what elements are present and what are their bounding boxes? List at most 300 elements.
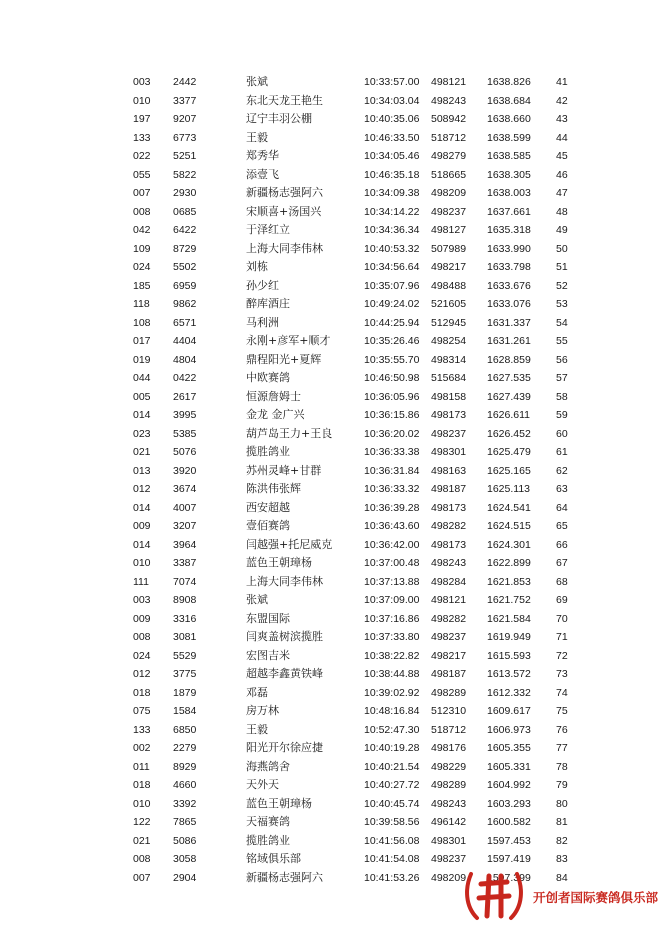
- loft-code: 010: [133, 797, 151, 810]
- owner-name: 闫爽盖树滨揽胜: [246, 630, 323, 643]
- rank: 82: [556, 834, 568, 847]
- arrival-time: 10:40:19.28: [364, 742, 420, 754]
- owner-name: 宋顺喜+汤国兴: [246, 204, 322, 218]
- rank: 51: [556, 261, 568, 273]
- rank: 42: [556, 94, 568, 107]
- distance: 498158: [431, 390, 467, 403]
- ring-number: 4660: [173, 779, 197, 791]
- rank: 46: [556, 168, 568, 181]
- rank: 78: [556, 760, 568, 773]
- rank: 66: [556, 538, 568, 551]
- speed: 1619.949: [487, 631, 531, 643]
- speed: 1624.541: [487, 501, 531, 514]
- arrival-time: 10:48:16.84: [364, 705, 420, 717]
- ring-number: 3964: [173, 538, 197, 551]
- arrival-time: 10:36:39.28: [364, 501, 420, 514]
- ring-number: 3316: [173, 612, 197, 625]
- speed: 1622.899: [487, 557, 531, 569]
- table-row: [0, 795, 670, 814]
- ring-number: 9207: [173, 113, 197, 125]
- owner-name: 中欧赛鸽: [246, 371, 290, 384]
- table-row: [0, 351, 670, 370]
- distance: 498209: [431, 871, 467, 884]
- distance: 498121: [431, 594, 467, 606]
- owner-name: 鼎程阳光+夏辉: [246, 352, 322, 366]
- arrival-time: 10:46:50.98: [364, 372, 420, 384]
- owner-name: 闫越强+托尼威克: [246, 537, 333, 551]
- arrival-time: 10:38:44.88: [364, 668, 420, 680]
- table-row: [0, 147, 670, 166]
- ring-number: 5251: [173, 150, 197, 162]
- ring-number: 3995: [173, 409, 197, 421]
- table-row: [0, 850, 670, 869]
- loft-code: 024: [133, 261, 151, 273]
- arrival-time: 10:52:47.30: [364, 723, 420, 736]
- loft-code: 018: [133, 779, 151, 791]
- arrival-time: 10:36:20.02: [364, 427, 420, 440]
- loft-code: 003: [133, 76, 151, 88]
- table-row: [0, 129, 670, 148]
- rank: 83: [556, 853, 568, 865]
- speed: 1637.661: [487, 205, 531, 218]
- table-row: [0, 628, 670, 647]
- table-row: [0, 73, 670, 92]
- speed: 1597.419: [487, 853, 531, 865]
- rank: 58: [556, 390, 568, 403]
- ring-number: 3920: [173, 464, 197, 477]
- ring-number: 3377: [173, 94, 197, 107]
- table-row: [0, 517, 670, 536]
- table-row: [0, 258, 670, 277]
- loft-code: 002: [133, 742, 151, 754]
- arrival-time: 10:33:57.00: [364, 76, 420, 88]
- club-logo: [463, 868, 659, 924]
- owner-name: 添壹飞: [246, 167, 279, 181]
- speed: 1631.261: [487, 335, 531, 347]
- ring-number: 3392: [173, 797, 197, 810]
- rank: 47: [556, 187, 568, 199]
- rank: 70: [556, 612, 568, 625]
- loft-code: 044: [133, 372, 151, 384]
- speed: 1627.439: [487, 390, 531, 403]
- owner-name: 揽胜鸽业: [246, 833, 290, 847]
- ring-number: 4404: [173, 335, 197, 347]
- arrival-time: 10:37:13.88: [364, 575, 420, 588]
- owner-name: 超越李鑫黄铁峰: [246, 667, 323, 680]
- speed: 1597.453: [487, 834, 531, 847]
- owner-name: 东盟国际: [246, 611, 290, 625]
- owner-name: 金龙 金广兴: [246, 408, 305, 421]
- ring-number: 1879: [173, 686, 197, 699]
- rank: 73: [556, 668, 568, 680]
- table-row: [0, 813, 670, 832]
- table-row: [0, 388, 670, 407]
- ring-number: 5385: [173, 427, 197, 440]
- speed: 1621.584: [487, 612, 531, 625]
- loft-code: 008: [133, 853, 151, 865]
- distance: 498229: [431, 760, 467, 773]
- loft-code: 055: [133, 168, 151, 181]
- distance: 498254: [431, 335, 467, 347]
- arrival-time: 10:41:53.26: [364, 871, 420, 884]
- table-row: [0, 573, 670, 592]
- loft-code: 111: [133, 575, 149, 588]
- distance: 498243: [431, 94, 467, 107]
- owner-name: 壹佰赛鸽: [246, 519, 290, 532]
- owner-name: 永刚+彦军+顺才: [246, 334, 331, 347]
- distance: 498187: [431, 668, 467, 680]
- ring-number: 2279: [173, 742, 197, 754]
- speed: 1615.593: [487, 649, 531, 662]
- loft-code: 005: [133, 390, 151, 403]
- ring-number: 6850: [173, 723, 197, 736]
- rank: 63: [556, 483, 568, 495]
- owner-name: 王毅: [246, 130, 268, 144]
- arrival-time: 10:49:24.02: [364, 298, 420, 310]
- speed: 1606.973: [487, 723, 531, 736]
- rank: 71: [556, 631, 568, 643]
- loft-code: 197: [133, 113, 151, 125]
- loft-code: 122: [133, 816, 151, 828]
- loft-code: 022: [133, 150, 151, 162]
- distance: 498209: [431, 187, 467, 199]
- table-row: [0, 462, 670, 481]
- arrival-time: 10:40:53.32: [364, 242, 420, 255]
- speed: 1603.293: [487, 797, 531, 810]
- rank: 45: [556, 150, 568, 162]
- ring-number: 3207: [173, 520, 197, 532]
- ring-number: 8908: [173, 594, 197, 606]
- ring-number: 5822: [173, 168, 197, 181]
- speed: 1638.684: [487, 94, 531, 107]
- ring-number: 3081: [173, 631, 197, 643]
- rank: 49: [556, 224, 568, 236]
- speed: 1624.301: [487, 538, 531, 551]
- ring-number: 8929: [173, 760, 197, 773]
- distance: 498243: [431, 797, 467, 810]
- table-row: [0, 702, 670, 721]
- ring-number: 4007: [173, 501, 197, 514]
- speed: 1633.676: [487, 279, 531, 292]
- rank: 62: [556, 464, 568, 477]
- speed: 1621.752: [487, 594, 531, 606]
- distance: 498121: [431, 76, 467, 88]
- owner-name: 东北天龙王艳生: [246, 93, 323, 107]
- distance: 498289: [431, 779, 467, 791]
- distance: 498163: [431, 464, 467, 477]
- speed: 1638.305: [487, 168, 531, 181]
- arrival-time: 10:34:09.38: [364, 187, 420, 199]
- ring-number: 5076: [173, 446, 197, 458]
- loft-code: 011: [133, 760, 150, 773]
- ring-number: 6571: [173, 316, 197, 329]
- table-row: [0, 758, 670, 777]
- ring-number: 6773: [173, 131, 197, 144]
- owner-name: 揽胜鸽业: [246, 445, 290, 458]
- rank: 75: [556, 705, 568, 717]
- distance: 498301: [431, 446, 467, 458]
- speed: 1625.479: [487, 446, 531, 458]
- speed: 1626.611: [487, 409, 531, 421]
- distance: 498217: [431, 261, 467, 273]
- loft-code: 021: [133, 446, 151, 458]
- owner-name: 上海大同李伟林: [246, 241, 323, 255]
- arrival-time: 10:36:31.84: [364, 464, 420, 477]
- arrival-time: 10:35:07.96: [364, 279, 420, 292]
- loft-code: 021: [133, 834, 151, 847]
- table-row: [0, 536, 670, 555]
- rank: 60: [556, 427, 568, 440]
- ring-number: 3387: [173, 557, 197, 569]
- loft-code: 108: [133, 316, 151, 329]
- rank: 77: [556, 742, 568, 754]
- rank: 54: [556, 316, 568, 329]
- loft-code: 133: [133, 723, 151, 736]
- arrival-time: 10:37:16.86: [364, 612, 420, 625]
- distance: 498282: [431, 612, 467, 625]
- loft-code: 012: [133, 483, 151, 495]
- rank: 80: [556, 797, 568, 810]
- arrival-time: 10:34:14.22: [364, 205, 420, 218]
- arrival-time: 10:34:36.34: [364, 224, 420, 236]
- loft-code: 185: [133, 279, 151, 292]
- loft-code: 007: [133, 187, 151, 199]
- table-row: [0, 314, 670, 333]
- distance: 498173: [431, 501, 467, 514]
- arrival-time: 10:41:56.08: [364, 834, 420, 847]
- distance: 498243: [431, 557, 467, 569]
- distance: 498237: [431, 853, 467, 865]
- owner-name: 苏州灵峰+甘群: [246, 463, 322, 477]
- loft-code: 075: [133, 705, 151, 717]
- loft-code: 010: [133, 94, 151, 107]
- arrival-time: 10:36:15.86: [364, 409, 420, 421]
- rank: 69: [556, 594, 568, 606]
- rank: 41: [556, 76, 568, 88]
- distance: 498187: [431, 483, 467, 495]
- speed: 1624.515: [487, 520, 531, 532]
- speed: 1633.990: [487, 242, 531, 255]
- owner-name: 阳光开尔徐应捷: [246, 741, 323, 754]
- ring-number: 5086: [173, 834, 197, 847]
- table-row: [0, 184, 670, 203]
- owner-name: 陈洪伟张辉: [246, 482, 301, 495]
- owner-name: 张斌: [246, 593, 268, 606]
- loft-code: 007: [133, 871, 151, 884]
- loft-code: 014: [133, 501, 151, 514]
- ring-number: 4804: [173, 353, 197, 366]
- loft-code: 024: [133, 649, 151, 662]
- speed: 1631.337: [487, 316, 531, 329]
- speed: 1625.165: [487, 464, 531, 477]
- rank: 72: [556, 649, 568, 662]
- distance: 498284: [431, 575, 467, 588]
- owner-name: 上海大同李伟林: [246, 574, 323, 588]
- arrival-time: 10:44:25.94: [364, 316, 420, 329]
- arrival-time: 10:36:42.00: [364, 538, 420, 551]
- table-row: [0, 203, 670, 222]
- distance: 498237: [431, 427, 467, 440]
- owner-name: 西安超越: [246, 500, 290, 514]
- rank: 79: [556, 779, 568, 791]
- rank: 61: [556, 446, 568, 458]
- owner-name: 刘栋: [246, 260, 268, 273]
- rank: 65: [556, 520, 568, 532]
- speed: 1635.318: [487, 224, 531, 236]
- speed: 1605.355: [487, 742, 531, 754]
- distance: 518712: [431, 723, 467, 736]
- rank: 68: [556, 575, 568, 588]
- distance: 518665: [431, 168, 467, 181]
- owner-name: 房万林: [246, 704, 279, 717]
- owner-name: 马利洲: [246, 315, 279, 329]
- table-row: [0, 610, 670, 629]
- loft-code: 014: [133, 409, 151, 421]
- table-row: [0, 369, 670, 388]
- speed: 1621.853: [487, 575, 531, 588]
- rank: 57: [556, 372, 568, 384]
- speed: 1605.331: [487, 760, 531, 773]
- table-row: [0, 425, 670, 444]
- arrival-time: 10:35:55.70: [364, 353, 420, 366]
- loft-code: 003: [133, 594, 151, 606]
- arrival-time: 10:35:26.46: [364, 335, 420, 347]
- distance: 498127: [431, 224, 467, 236]
- table-row: [0, 221, 670, 240]
- loft-code: 012: [133, 668, 151, 680]
- arrival-time: 10:36:05.96: [364, 390, 420, 403]
- speed: 1633.076: [487, 298, 531, 310]
- table-row: [0, 721, 670, 740]
- owner-name: 邓磊: [246, 685, 268, 699]
- rank: 67: [556, 557, 568, 569]
- speed: 1612.332: [487, 686, 531, 699]
- arrival-time: 10:36:33.38: [364, 446, 420, 458]
- rank: 74: [556, 686, 568, 699]
- ring-number: 7865: [173, 816, 197, 828]
- owner-name: 王毅: [246, 722, 268, 736]
- seal-icon: [463, 868, 525, 924]
- rank: 64: [556, 501, 568, 514]
- loft-code: 118: [133, 298, 150, 310]
- loft-code: 019: [133, 353, 151, 366]
- rank: 50: [556, 242, 568, 255]
- distance: 521605: [431, 298, 467, 310]
- ring-number: 2617: [173, 390, 197, 403]
- table-row: [0, 665, 670, 684]
- arrival-time: 10:40:27.72: [364, 779, 420, 791]
- distance: 498217: [431, 649, 467, 662]
- loft-code: 042: [133, 224, 151, 236]
- speed: 1633.798: [487, 261, 531, 273]
- arrival-time: 10:39:02.92: [364, 686, 420, 699]
- arrival-time: 10:40:45.74: [364, 797, 420, 810]
- distance: 498237: [431, 631, 467, 643]
- table-row: [0, 166, 670, 185]
- ring-number: 7074: [173, 575, 197, 588]
- arrival-time: 10:41:54.08: [364, 853, 420, 865]
- ring-number: 6959: [173, 279, 197, 292]
- distance: 498282: [431, 520, 467, 532]
- distance: 496142: [431, 816, 467, 828]
- table-row: [0, 832, 670, 851]
- distance: 512945: [431, 316, 467, 329]
- owner-name: 蓝色王朝璋杨: [246, 556, 312, 569]
- loft-code: 014: [133, 538, 151, 551]
- ring-number: 1584: [173, 705, 197, 717]
- ring-number: 6422: [173, 224, 197, 236]
- ring-number: 5529: [173, 649, 197, 662]
- owner-name: 辽宁丰羽公棚: [246, 112, 312, 125]
- ring-number: 0422: [173, 372, 197, 384]
- arrival-time: 10:38:22.82: [364, 649, 420, 662]
- ring-number: 0685: [173, 205, 197, 218]
- owner-name: 孙少红: [246, 278, 279, 292]
- speed: 1628.859: [487, 353, 531, 366]
- ring-number: 5502: [173, 261, 197, 273]
- rank: 56: [556, 353, 568, 366]
- owner-name: 恒源詹姆士: [246, 389, 301, 403]
- distance: 498488: [431, 279, 467, 292]
- owner-name: 海燕鸽舍: [246, 759, 290, 773]
- table-row: [0, 554, 670, 573]
- ring-number: 2442: [173, 76, 197, 88]
- table-row: [0, 591, 670, 610]
- table-row: [0, 332, 670, 351]
- table-row: [0, 443, 670, 462]
- loft-code: 018: [133, 686, 151, 699]
- ring-number: 9862: [173, 298, 197, 310]
- table-row: [0, 499, 670, 518]
- arrival-time: 10:36:43.60: [364, 520, 420, 532]
- table-row: [0, 739, 670, 758]
- arrival-time: 10:39:58.56: [364, 816, 420, 828]
- speed: 1625.113: [487, 483, 531, 495]
- speed: 1627.535: [487, 372, 531, 384]
- owner-name: 蓝色王朝璋杨: [246, 796, 312, 810]
- results-table: [0, 73, 670, 887]
- loft-code: 023: [133, 427, 151, 440]
- table-row: [0, 480, 670, 499]
- rank: 84: [556, 871, 568, 884]
- rank: 81: [556, 816, 568, 828]
- loft-code: 133: [133, 131, 151, 144]
- speed: 1613.572: [487, 668, 531, 680]
- table-row: [0, 295, 670, 314]
- table-row: [0, 92, 670, 111]
- speed: 1638.826: [487, 76, 531, 88]
- arrival-time: 10:40:35.06: [364, 113, 420, 125]
- distance: 507989: [431, 242, 467, 255]
- table-row: [0, 240, 670, 259]
- table-row: [0, 110, 670, 129]
- speed: 1604.992: [487, 779, 531, 791]
- speed: 1626.452: [487, 427, 531, 440]
- arrival-time: 10:37:09.00: [364, 594, 420, 606]
- ring-number: 3058: [173, 853, 197, 865]
- arrival-time: 10:34:03.04: [364, 94, 420, 107]
- distance: 498176: [431, 742, 467, 754]
- owner-name: 新疆杨志强阿六: [246, 186, 323, 199]
- loft-code: 009: [133, 612, 151, 625]
- owner-name: 于泽红立: [246, 223, 290, 236]
- loft-code: 008: [133, 205, 151, 218]
- table-row: [0, 647, 670, 666]
- owner-name: 宏图吉米: [246, 648, 290, 662]
- speed: 1609.617: [487, 705, 531, 717]
- owner-name: 新疆杨志强阿六: [246, 870, 323, 884]
- owner-name: 天福赛鸽: [246, 815, 290, 828]
